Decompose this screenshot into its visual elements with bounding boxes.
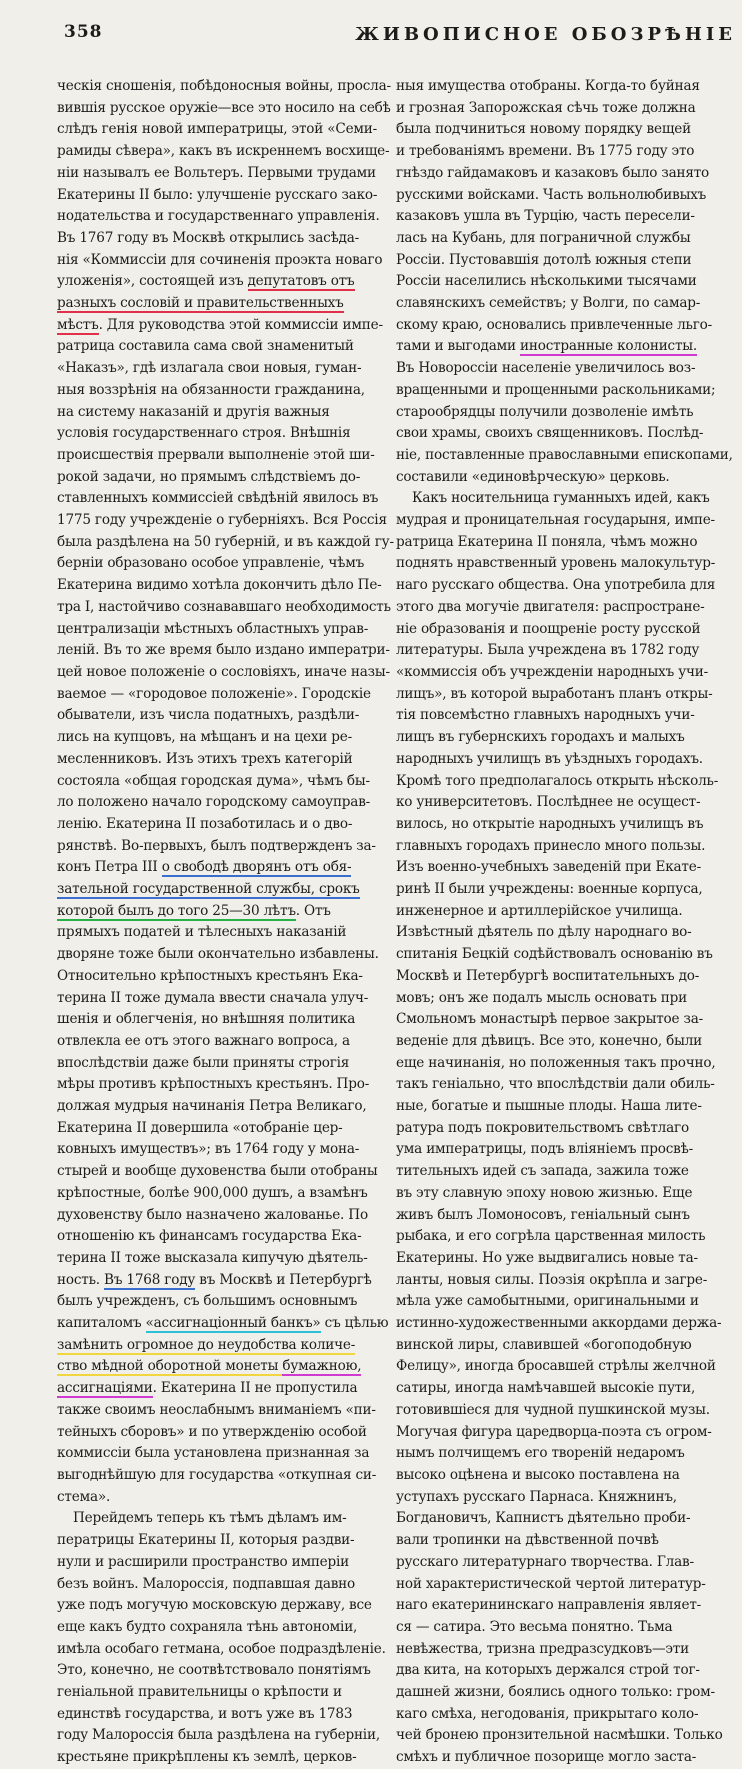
text-line: ланты, новыя силы. Поэзія окрѣпла и загре- <box>396 1271 708 1288</box>
text-line: стырей и вообще духовенства были отобраны <box>57 1163 378 1180</box>
text-line <box>57 879 397 901</box>
text-line: ческія сношенія, побѣдоносныя войны, просла- <box>57 78 391 94</box>
text-line: Относительно крѣпостныхъ крестьянъ Ека- <box>57 967 363 984</box>
text-line: народныхъ училищъ въ уѣздныхъ городахъ. <box>396 750 703 767</box>
text-line: лись на купцовъ, на мѣщанъ и на цехи ре- <box>57 729 353 746</box>
text-line: сатиры, иногда намѣчавшей высокіе пути, <box>396 1380 696 1397</box>
text-line: живъ былъ Ломоносовъ, геніальный сынъ <box>396 1206 690 1223</box>
text-line: уступахъ русскаго Парнаса. Княжнинъ, <box>396 1488 677 1505</box>
text-line: невѣжества, тризна предразсудковъ—эти <box>396 1640 689 1657</box>
text-line <box>57 1335 397 1357</box>
text-line: два кита, на которыхъ держался строй тог- <box>396 1662 700 1679</box>
text-line: году Малороссія была раздѣлена на губерніи, <box>57 1727 380 1744</box>
text-line: вали тропинки на дѣвственной почвѣ <box>396 1532 659 1549</box>
text-line: ринѣ II были учреждены: военные корпуса, <box>396 881 703 898</box>
text-line: составили «единовѣрческую» церковь. <box>396 468 670 485</box>
text-line: ныя имущества отобраны. Когда-то буйная <box>396 78 700 94</box>
text-line: была раздѣлена на 50 губерній, и въ каждой гу- <box>57 533 394 550</box>
right-text-column <box>396 76 736 1769</box>
text-line: ные, богатые и пышные плоды. Наша лите- <box>396 1098 702 1115</box>
text-line: лищъ», въ которой выработанъ планъ откры- <box>396 685 713 702</box>
text-line: мѣры противъ крѣпостныхъ крестьянъ. Про- <box>57 1076 370 1093</box>
text-line: Екатерины. Но уже выдвигались новые та- <box>396 1249 698 1266</box>
text-line: слѣдъ генія новой императрицы, этой «Семи- <box>57 121 378 138</box>
text-line: ніе образованія и поощреніе росту русской <box>396 620 701 637</box>
text-line: ленію. Екатерина II позаботилась и о дво- <box>57 815 353 832</box>
text-line: тра I, настойчиво сознававшаго необходимость <box>57 598 391 615</box>
text-line: «коммиссія объ учрежденіи народныхъ учи- <box>396 663 709 680</box>
text-line: Екатерина видимо хотѣла докончить дѣло Пе- <box>57 577 382 594</box>
text-line: Екатерина II довершила «отобраніе цер- <box>57 1119 343 1136</box>
text-line: вилось, но открытіе народныхъ училищъ въ <box>396 815 704 832</box>
running-title: ЖИВОПИСНОЕ ОБОЗРѢНІЕ <box>355 24 736 45</box>
text-line: условія государственнаго строя. Внѣшнія <box>57 425 351 442</box>
magenta-underline-highlight: иностранные колонисты. <box>519 338 698 355</box>
text-line: истинно-художественными аккордами держа- <box>396 1315 722 1332</box>
text-line: этого два могучіе двигателя: распростране- <box>396 598 705 615</box>
text-line: нули и расширили пространство имперіи <box>57 1553 350 1570</box>
text-line: прямыхъ податей и тѣлесныхъ наказаній <box>57 924 347 941</box>
text-line: состояла «общая городская дума», чѣмъ бы- <box>57 772 370 789</box>
text-line: ратрица Екатерина II поняла, чѣмъ можно <box>396 533 698 550</box>
text-line: Въ 1767 году въ Москвѣ открылись засѣда- <box>57 229 360 246</box>
text-line: инженерное и артиллерійское училища. <box>396 902 683 919</box>
text-line: выгоднѣйшую для государства «откупная си- <box>57 1467 377 1483</box>
text-line: духовенству было назначено жалованье. По <box>57 1206 368 1223</box>
text-line: рокой задачи, но прямымъ слѣдствіемъ до- <box>57 468 361 485</box>
text-line: и требованіямъ времени. Въ 1775 году это <box>396 143 695 160</box>
text-line: Какъ носительница гуманныхъ идей, какъ <box>412 490 710 507</box>
text-line: «Наказъ», гдѣ излагала свои новыя, гуман- <box>57 360 362 377</box>
text-line: тейныхъ сборовъ» и по утвержденію особой <box>57 1423 367 1440</box>
text-line: тительныхъ идей съ запада, зажила тоже <box>396 1163 689 1180</box>
text-segment: . Для руководства этой коммиссіи импе- <box>98 316 383 333</box>
text-segment: . Отъ <box>295 902 331 919</box>
text-line <box>396 336 736 358</box>
text-line: литературы. Была учреждена въ 1782 году <box>396 642 700 659</box>
text-line: была подчиниться новому порядку вещей <box>396 121 692 138</box>
text-line: ставленныхъ коммиссіей свѣдѣній явилось въ <box>57 490 379 507</box>
text-segment: въ Москвѣ и Петербургѣ <box>195 1271 372 1288</box>
text-line: дворяне тоже были окончательно избавлены. <box>57 946 379 963</box>
text-line <box>57 857 397 879</box>
text-line: обыватели, изъ числа податныхъ, раздѣли- <box>57 707 360 724</box>
text-line: скому краю, основались привлеченные льго- <box>396 316 713 333</box>
text-line: цей новое положеніе о сословіяхъ, иначе назы- <box>57 663 390 680</box>
text-line <box>57 1313 397 1335</box>
text-segment: капиталомъ <box>57 1315 146 1332</box>
text-line: казаковъ ушла въ Турцію, часть пересели- <box>396 208 695 225</box>
text-line: безъ войнъ. Малороссія, подпавшая давно <box>57 1575 356 1592</box>
text-line: Россіи населились нѣсколькими тысячами <box>396 273 697 290</box>
text-line: отношенію къ финансамъ государства Ека- <box>57 1228 362 1245</box>
text-line: на систему наказаній и другія важныя <box>57 403 330 420</box>
text-line: единствѣ государства, и вотъ уже въ 1783 <box>57 1705 353 1722</box>
text-line: впослѣдствіи даже были приняты строгія <box>57 1054 350 1071</box>
left-text-column <box>57 76 397 1769</box>
text-segment: конъ Петра III <box>57 859 162 876</box>
text-line: нымъ полчищемъ его твореній недаромъ <box>396 1445 685 1462</box>
text-line: рамиды сѣвера», какъ въ искреннемъ восхище- <box>57 143 390 160</box>
text-line: отвлекла ее отъ этого важнаго вопроса, а <box>57 1032 350 1049</box>
magenta-underline-highlight: бумажною, <box>282 1358 362 1375</box>
text-line: былъ учрежденъ, съ большимъ основнымъ <box>57 1293 358 1310</box>
text-line: такъ геніально, что впослѣдствіи дали обиль- <box>396 1076 715 1093</box>
text-line: наго екатерининскаго направленія являет- <box>396 1597 702 1614</box>
text-line: славянскихъ семействъ; у Волги, по самар- <box>396 295 701 312</box>
text-line: стема». <box>57 1488 111 1505</box>
text-line: шенія и облегченія, но внѣшняя политика <box>57 1011 356 1028</box>
text-line: Перейдемъ теперь къ тѣмъ дѣламъ им- <box>73 1510 347 1527</box>
text-line: Могучая фигура царедворца-поэта съ огром- <box>396 1423 712 1440</box>
text-line: ся — сатира. Это весьма понятно. Тьма <box>396 1618 673 1635</box>
text-line: винской лиры, славившей «богоподобную <box>396 1336 692 1353</box>
text-line: чей бронею пронзительной насмѣшки. Только <box>396 1727 723 1744</box>
text-line <box>57 315 397 337</box>
red-underline-highlight: депутатовъ отъ <box>247 273 355 290</box>
text-line: вившія русское оружіе—все это носило на себѣ <box>57 99 391 116</box>
text-line: леній. Въ то же время было издано императри- <box>57 642 390 659</box>
text-line: въ эту славную эпоху новою жизнью. Еще <box>396 1184 693 1201</box>
text-line: Россіи. Пустовавшія дотолѣ южныя степи <box>396 251 692 268</box>
text-line: лищъ въ губернскихъ городахъ и малыхъ <box>396 729 685 746</box>
text-line: поднять нравственный уровень малокультур- <box>396 555 716 572</box>
text-line: дашней жизни, боялись одного только: гром- <box>396 1684 715 1701</box>
text-line: еще начинанія, но положенныя такъ прочно, <box>396 1054 716 1071</box>
text-line: рянствѣ. Во-первыхъ, былъ подтвержденъ за- <box>57 837 376 854</box>
text-line: ковныхъ имуществъ»; въ 1764 году у мона- <box>57 1141 360 1158</box>
text-line: ваемое — «городовое положеніе». Городскіе <box>57 685 371 702</box>
blue-underline-highlight: Въ 1768 году <box>104 1271 196 1288</box>
text-line: мовъ; онъ же подалъ мысль основать при <box>396 989 687 1006</box>
text-line: Екатерины II было: улучшеніе русскаго зако- <box>57 186 378 203</box>
text-line: нодательства и государственнаго управленія. <box>57 208 380 225</box>
yellow-underline-highlight: замѣнить огромное до неудобства количе- <box>57 1336 356 1353</box>
text-line: главныхъ городахъ принесло много пользы. <box>396 837 706 854</box>
text-line: и грозная Запорожская сѣчь тоже должна <box>396 99 696 116</box>
text-line: Москвѣ и Петербургѣ воспитательныхъ до- <box>396 967 700 984</box>
text-line: ператрицы Екатерины II, которыя раздви- <box>57 1532 355 1549</box>
text-line: уже подъ могучую московскую державу, все <box>57 1597 372 1614</box>
text-line: ко университетовъ. Послѣднее не осущест- <box>396 794 701 811</box>
text-line: спитанія Бецкій содѣйствовалъ основанію въ <box>396 946 713 963</box>
text-line: ума императрицы, подъ вліяніемъ просвѣ- <box>396 1141 694 1158</box>
blue-underline-highlight: зательной государственной службы, срокъ <box>57 881 360 898</box>
text-line: Извѣстный дѣятель по дѣлу народнаго во- <box>396 924 692 941</box>
text-line: Богдановичъ, Капнистъ дѣятельно проби- <box>396 1510 691 1527</box>
text-line: нія «Коммиссіи для сочиненія проэкта новаго <box>57 251 383 268</box>
text-line: геніальной правительницы о крѣпости и <box>57 1684 342 1701</box>
text-line: рыбака, и его согрѣла царственная милость <box>396 1228 706 1245</box>
page-number: 358 <box>64 22 103 42</box>
text-line: старообрядцы получили дозволеніе имѣть <box>396 403 694 420</box>
text-line: еще какъ будто сохраняла тѣнь автономіи, <box>57 1618 358 1635</box>
cyan-underline-highlight: «ассигнаціонный банкъ» <box>145 1315 321 1332</box>
text-line: терина II тоже высказала кипучую дѣятель- <box>57 1249 368 1266</box>
text-line: коммиссіи была установлена признанная за <box>57 1445 370 1462</box>
text-line: ныя воззрѣнія на обязанности гражданина, <box>57 381 365 398</box>
text-line: Въ Новороссіи населеніе увеличилось воз- <box>396 360 696 377</box>
text-line: свои храмы, своихъ священниковъ. Послѣд- <box>396 425 704 442</box>
text-line: Фелицу», иногда бросавшей стрѣлы желчной <box>396 1358 716 1375</box>
text-line: месленниковъ. Изъ этихъ трехъ категорій <box>57 750 353 767</box>
yellow-underline-highlight: ство мѣдной оборотной монеты <box>57 1358 283 1375</box>
text-line: Изъ военно-учебныхъ заведеній при Екате- <box>396 859 701 876</box>
text-line: тія повсемѣстно главныхъ народныхъ учи- <box>396 707 695 724</box>
text-line: централизаціи мѣстныхъ областныхъ управ- <box>57 620 369 637</box>
text-line: крѣпостные, болѣе 900,000 душъ, а взамѣнъ <box>57 1184 368 1201</box>
text-line: готовившіеся для чудной пушкинской музы. <box>396 1401 710 1418</box>
text-line: русскаго литературнаго творчества. Глав- <box>396 1553 694 1570</box>
text-line: смѣхъ и публичное позорище могло заста- <box>396 1749 697 1766</box>
green-underline-highlight: которой былъ до того 25—30 лѣтъ <box>57 902 296 919</box>
text-line <box>57 293 397 315</box>
text-line: лась на Кубань, для пограничной службы <box>396 229 691 246</box>
text-line: 1775 году учрежденіе о губерніяхъ. Вся Россія <box>57 512 387 529</box>
text-line: высоко оцѣнена и высоко поставлена на <box>396 1467 680 1483</box>
text-line <box>57 271 397 293</box>
text-line: происшествія прервали выполненіе этой ши- <box>57 446 375 463</box>
text-segment: . Екатерина II не пропустила <box>152 1380 358 1397</box>
text-line: ніе, поставленные православными епископами, <box>396 446 733 463</box>
text-line: мудрая и проницательная государыня, импе- <box>396 512 715 529</box>
text-line: берніи образовано особое управленіе, чѣмъ <box>57 555 365 572</box>
text-line: терина II тоже думала ввести сначала улуч- <box>57 989 369 1006</box>
magenta-underline-highlight: ассигнаціями <box>57 1380 153 1397</box>
text-line: ло положено начало городскому самоуправ- <box>57 794 371 811</box>
text-line: наго русскаго общества. Она употребила для <box>396 577 716 594</box>
text-line: ратура подъ покровительствомъ свѣтлаго <box>396 1119 689 1136</box>
text-line: ніи называлъ ее Вольтеръ. Первыми трудами <box>57 164 376 181</box>
red-underline-highlight: мѣстъ <box>57 316 99 333</box>
text-line: должая мудрыя начинанія Петра Великаго, <box>57 1098 367 1115</box>
red-underline-highlight: разныхъ сословій и правительственныхъ <box>57 295 344 312</box>
text-segment: уложенія», состоящей изъ <box>57 273 248 290</box>
text-line: веденіе для дѣвицъ. Все это, конечно, были <box>396 1032 702 1049</box>
text-line: ной характеристической чертой литератур- <box>396 1575 706 1592</box>
text-line: крестьяне прикрѣплены къ землѣ, церков- <box>57 1749 357 1766</box>
text-line: гнѣздо гайдамаковъ и казаковъ было занято <box>396 164 710 181</box>
text-line: имѣла особаго гетмана, особое подраздѣленіе. <box>57 1640 386 1657</box>
text-line: Смольномъ монастырѣ первое закрытое за- <box>396 1011 704 1028</box>
text-line: Это, конечно, не соотвѣтствовало понятіямъ <box>57 1662 371 1679</box>
text-line <box>57 1270 397 1292</box>
text-line: каго смѣха, негодованія, прикрытаго коло- <box>396 1705 699 1722</box>
text-segment: съ цѣлью <box>320 1315 389 1332</box>
text-line: вращенными и прощенными раскольниками; <box>396 381 716 398</box>
blue-underline-highlight: о свободѣ дворянъ отъ обя- <box>161 859 352 876</box>
text-line: мѣла уже самобытными, оригинальными и <box>396 1293 699 1310</box>
text-line <box>57 901 397 923</box>
text-segment: ность. <box>57 1271 105 1288</box>
text-line: русскими войсками. Часть вольнолюбивыхъ <box>396 186 707 203</box>
text-line: ратрица составила сама свой знаменитый <box>57 338 354 355</box>
text-line: Кромѣ того предполагалось открыть нѣсколь- <box>396 772 719 789</box>
text-line: также своимъ неослабнымъ вниманіемъ «пи- <box>57 1401 376 1418</box>
text-line <box>57 1378 397 1400</box>
text-line <box>57 1356 397 1378</box>
text-segment: тами и выгодами <box>396 338 520 355</box>
